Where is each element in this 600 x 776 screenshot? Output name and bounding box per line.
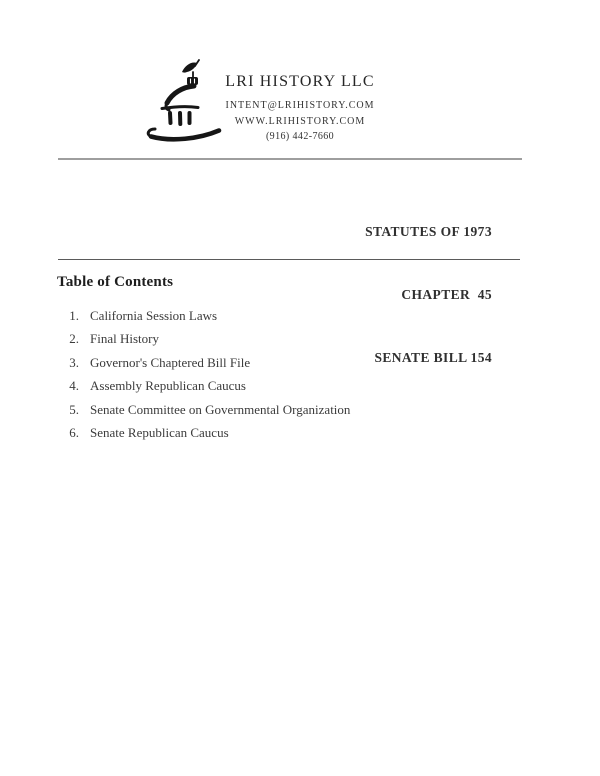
company-email: INTENT@LRIHISTORY.COM [225,100,375,111]
company-phone: (916) 442-7660 [265,131,335,142]
case-reference-block [365,179,492,410]
divider-top [58,158,522,160]
contact-lines [0,98,600,145]
statutes-line: STATUTES OF 1973 [365,224,492,239]
toc-item-number: 1. [69,308,79,323]
company-name: LRI HISTORY LLC [225,73,375,90]
toc-item-number: 5. [69,401,79,417]
toc-title: Table of Contents [57,274,174,290]
table-of-contents [58,304,350,444]
company-website: WWW.LRIHISTORY.COM [234,115,366,127]
toc-item-number: 4. [69,378,79,394]
divider-middle [58,259,520,260]
senate-bill-line: SENATE BILL 154 [374,350,492,365]
toc-item-label: Governor's Chaptered Bill File [90,354,251,370]
toc-item-label: Senate Committee on Governmental Organization [90,401,351,417]
toc-item-label: Assembly Republican Caucus [90,378,246,394]
toc-item [58,304,350,327]
toc-item-label: Final History [90,331,159,347]
toc-item [58,327,350,350]
toc-item [58,374,350,397]
letterhead [0,72,600,145]
toc-item [58,398,350,421]
toc-item-number: 6. [69,425,79,441]
toc-item-label: Senate Republican Caucus [90,425,229,441]
toc-item-label: California Session Laws [90,308,218,323]
toc-item-number: 2. [69,331,79,347]
toc-item [58,351,350,374]
toc-item-number: 3. [69,354,79,370]
toc-item [58,421,350,444]
chapter-line: CHAPTER 45 [401,287,492,302]
